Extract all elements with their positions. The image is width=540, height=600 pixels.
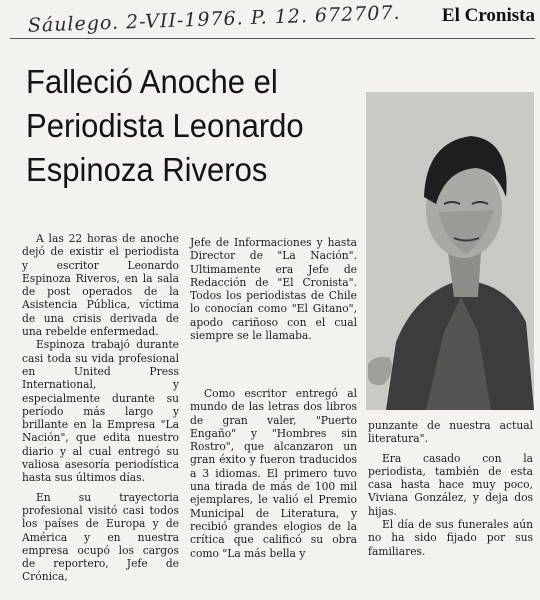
article-column-1 xyxy=(22,232,179,594)
paragraph: Como escritor entregó al mundo de las letras dos libros de gran valer, "Puerto Engaño" y "Hombres sin Rostro", que alcanzaron un gran éxito y fueron traducidos a 3 idiomas. El primero tuvo una tirada de más de 100 mil ejemplares, le valió el Premio Municipal de Literatura, y recibió grandes elogios de la crítica que calificó su obra como "La más bella y xyxy=(190,387,357,560)
newspaper-name: El Cronista xyxy=(441,5,535,26)
headline-line-3: Espinoza Riveros xyxy=(26,151,268,188)
paragraph: A las 22 horas de anoche dejó de existir el periodista y escritor Leonardo Espinoza Riveros, en la sala de post operados de la Asistencia Pública, víctima de una crisis derivada de una rebelde enfermedad. xyxy=(22,232,179,339)
article-column-2 xyxy=(190,236,357,376)
paragraph: El día de sus funerales aún no ha sido fijado por sus familiares. xyxy=(368,518,533,558)
paragraph: punzante de nuestra actual literatura". xyxy=(368,419,533,446)
portrait-image xyxy=(366,92,534,410)
headline-line-2: Periodista Leonardo xyxy=(26,107,304,144)
portrait-photo xyxy=(366,92,534,410)
paragraph: Jefe de Informaciones y hasta Director de "La Nación". Ultimamente era Jefe de Redacción de "El Cronista". Todos los periodistas de Chile lo conocían como "El Gitano", apodo cariñoso con el cual siempre se le llamaba. xyxy=(190,236,357,343)
paragraph: En su trayectoria profesional visitó casi todos los países de Europa y de América y en nuestra empresa ocupó los cargos de reportero, Jefe de Crónica, xyxy=(22,490,179,584)
handwritten-archive-note: Sáulego. 2-VII-1976. P. 12. 672707. xyxy=(27,1,401,37)
paragraph: Espinoza trabajó durante casi toda su vida profesional en United Press International, y especialmente durante su período más largo y brillante en la Empresa "La Nación", que edita nuestro diario y al cual entregó su valiosa asesoría periodística hasta sus últimos días. xyxy=(22,338,179,485)
article-column-2-lower xyxy=(190,387,357,597)
paragraph: Era casado con la periodista, también de esta casa hasta hace muy poco, Viviana González, y deja dos hijas. xyxy=(368,451,533,518)
article-headline xyxy=(26,60,308,230)
headline-line-1: Falleció Anoche el xyxy=(26,63,278,100)
article-column-3 xyxy=(368,419,533,599)
header-divider xyxy=(10,38,535,39)
